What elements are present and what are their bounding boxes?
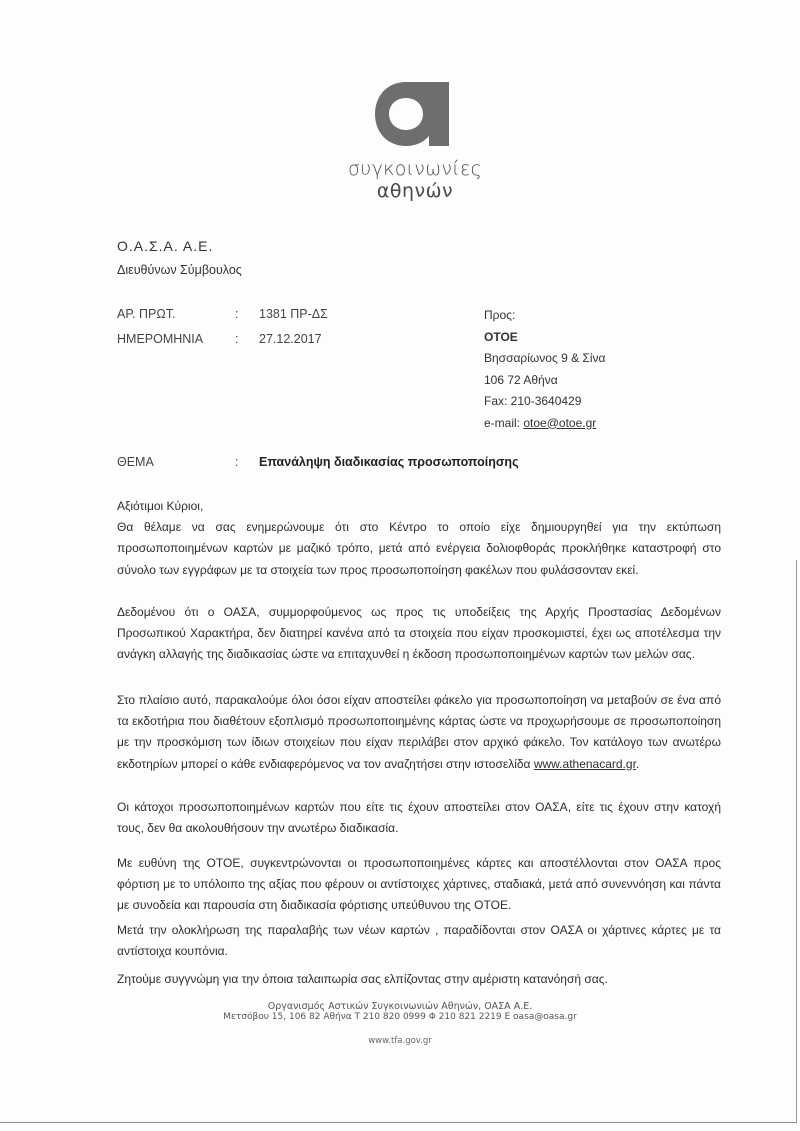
recipient-block [484, 305, 605, 434]
paragraph-3-text: Στο πλαίσιο αυτό, παρακαλούμε όλοι όσοι είχαν αποστείλει φάκελο για προσωποποίηση να μεταβούν σε ένα από τα εκδοτήρια που διαθέτουν εξοπλισμό προσωποποιημένης κάρτας ώστε να προχωρήσουμε σε προσωποποίηση με την προσκόμιση των ίδιων στοιχείων που είχαν περιλάβει στον αρχικό φάκελο. Τον κατάλογο των ανωτέρω εκδοτηρίων μπορεί ο κάθε ενδιαφερόμενος να τον αναζητήσει στην ιστοσελίδα [117, 693, 721, 771]
paragraph-5-block [117, 853, 721, 917]
salutation-and-intro [117, 496, 721, 581]
oasa-logo [347, 80, 483, 202]
recipient-email-label: e-mail: [484, 415, 521, 430]
subject-value: Επανάληψη διαδικασίας προσωποποίησης [259, 455, 519, 469]
paragraph-3-block [117, 690, 721, 775]
footer-contact: Μετσόβου 15, 106 82 Αθήνα Τ 210 820 0999 Φ 210 821 2219 Ε oasa@oasa.gr [223, 1012, 577, 1022]
footer-organization: Οργανισμός Αστικών Συγκοινωνιών Αθηνών, ΟΑΣΑ Α.Ε. [267, 1001, 533, 1012]
scan-edge-bottom [0, 1122, 797, 1123]
paragraph-3 [117, 690, 721, 775]
paragraph-6-block [117, 920, 721, 962]
date-label: ΗΜΕΡΟΜΗΝΙΑ [117, 332, 204, 346]
closing-line: Ζητούμε συγγνώμη για την όποια ταλαιπωρία σας ελπίζοντας στην αμέριστη κατανόησή σας. [117, 972, 608, 986]
date-value: 27.12.2017 [259, 332, 322, 346]
recipient-name: ΟΤΟΕ [484, 329, 518, 344]
closing-block [117, 969, 721, 990]
paragraph-2-block [117, 602, 721, 666]
paragraph-4-block [117, 797, 721, 839]
subject-label: ΘΕΜΑ [117, 455, 154, 469]
recipient-fax: Fax: 210-3640429 [484, 394, 582, 408]
recipient-city: 106 72 Αθήνα [484, 372, 558, 387]
paragraph-1: Θα θέλαμε να σας ενημερώνουμε ότι στο Κέντρο το οποίο είχε δημιουργηθεί για την εκτύπωση προσωποποιημένων καρτών με μαζικό τρόπο, μετά από ενέργεια δολιοφθοράς προκλήθηκε καταστροφή στο σύνολο των εγγράφων με τα στοιχεία των προς προσωποποίηση φακέλων που φυλάσσονταν εκεί. [117, 520, 721, 577]
sender-role: Διευθύνων Σύμβουλος [117, 263, 242, 277]
recipient-address: Βησσαρίωνος 9 & Σίνα [484, 351, 606, 365]
protocol-label: ΑΡ. ΠΡΩΤ. [117, 307, 176, 321]
paragraph-6: Μετά την ολοκλήρωση της παραλαβής των νέων καρτών , παραδίδονται στον ΟΑΣΑ οι χάρτινες κάρτες με τα αντίστοιχα κουπόνια. [117, 923, 721, 959]
paragraph-3-end: . [635, 756, 640, 771]
athenacard-link[interactable]: www.athenacard.gr [533, 756, 636, 771]
protocol-separator: : [235, 307, 239, 321]
recipient-email-link[interactable]: otoe@otoe.gr [523, 415, 597, 430]
recipient-email-row [484, 413, 605, 435]
logo-text-line2: αθηνών [376, 180, 454, 202]
paragraph-2: Δεδομένου ότι ο ΟΑΣΑ, συμμορφούμενος ως προς τις υποδείξεις της Αρχής Προστασίας Δεδομένων Προσωπικού Χαρακτήρα, δεν διατηρεί κανένα από τα στοιχεία που είχαν προσκομιστεί, έχει ως αποτέλεσμα την ανάγκη αλλαγής της διαδικασίας ώστε να επιταχυνθεί η έκδοση προσωποποιημένων καρτών των μελών σας. [117, 605, 721, 662]
footer-website-link[interactable]: www.tfa.gov.gr [368, 1036, 432, 1046]
paragraph-5: Με ευθύνη της ΟΤΟΕ, συγκεντρώνονται οι προσωποποιημένες κάρτες και αποστέλλονται στον ΟΑΣΑ προς φόρτιση με το υπόλοιπο της αξίας που φέρουν οι αντίστοιχες χάρτινες, σταδιακά, μετά από συνεννόηση και πάντα με συνοδεία και παρουσία στη διαδικασία φόρτισης υπεύθυνου της ΟΤΟΕ. [117, 856, 721, 913]
sigma-alpha-logo-icon [372, 80, 452, 148]
date-separator: : [235, 332, 239, 346]
paragraph-4: Οι κάτοχοι προσωποποιημένων καρτών που είτε τις έχουν αποστείλει στον ΟΑΣΑ, είτε τις έχουν στην κατοχή τους, δεν θα ακολουθήσουν την ανωτέρω διαδικασία. [117, 800, 721, 836]
salutation: Αξιότιμοι Κύριοι, [117, 499, 204, 513]
protocol-number: 1381 ΠΡ-ΔΣ [259, 307, 328, 321]
recipient-to-label: Προς: [484, 308, 516, 322]
sender-organization: Ο.Α.Σ.Α. Α.Ε. [117, 238, 214, 254]
subject-separator: : [235, 455, 239, 469]
logo-text-line1: συγκοινωνίες [347, 158, 483, 180]
